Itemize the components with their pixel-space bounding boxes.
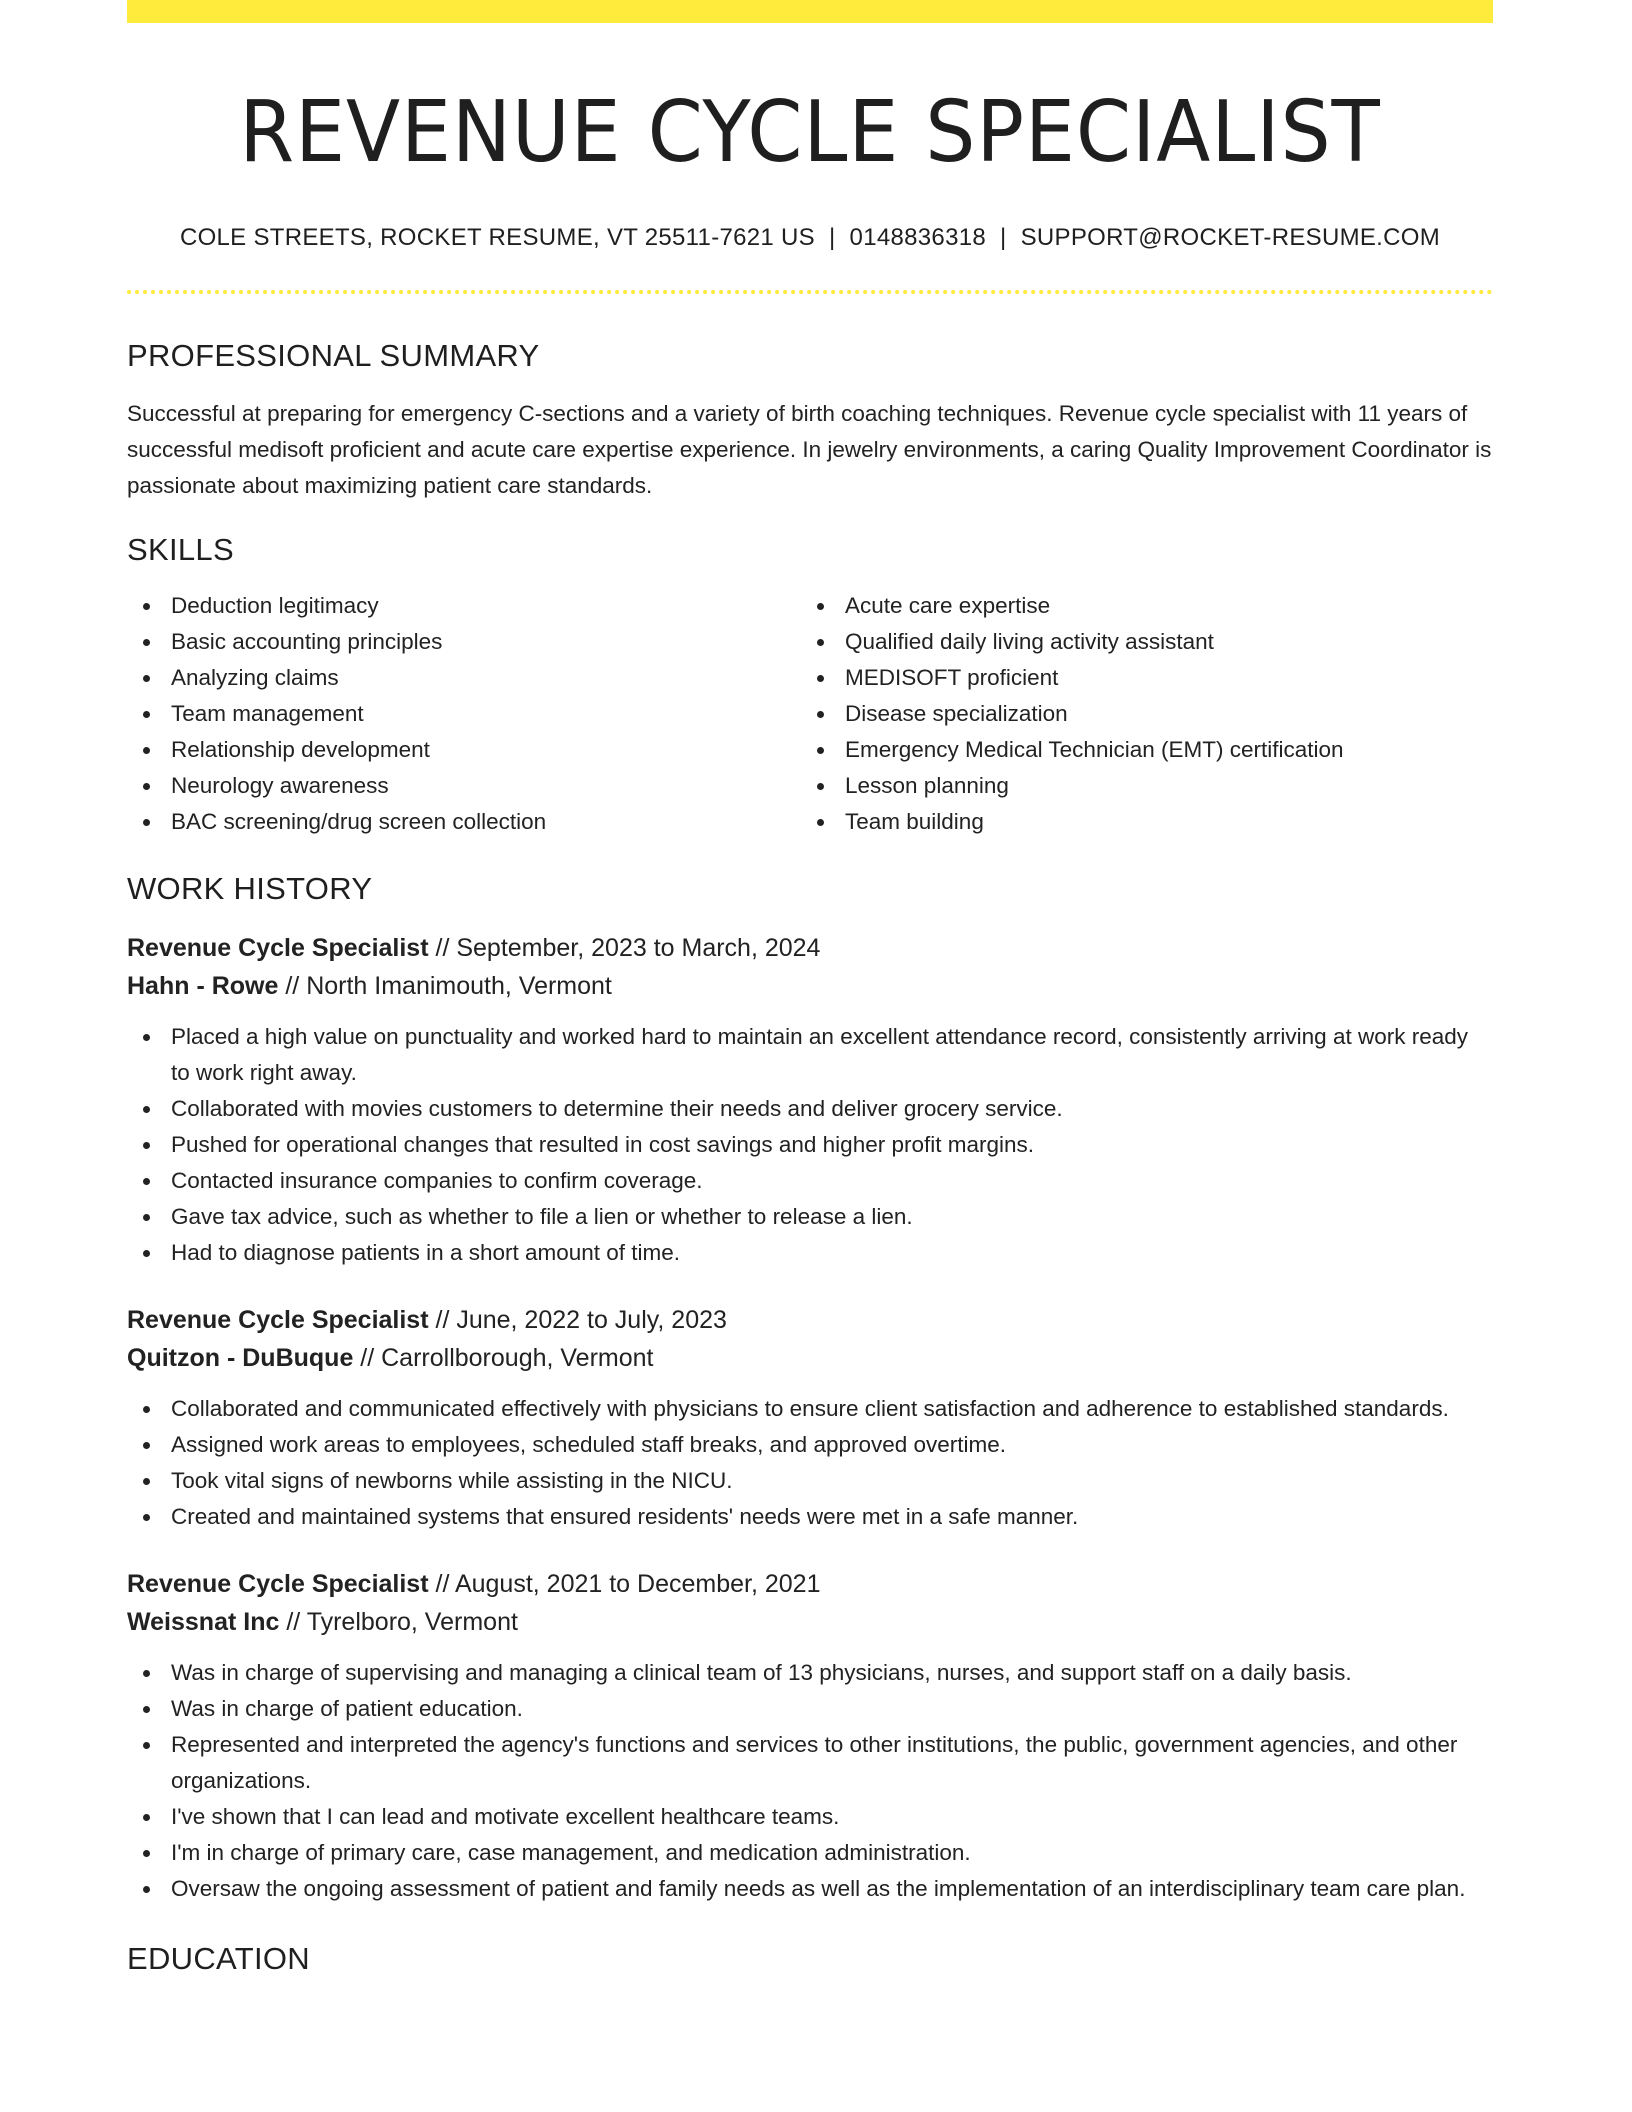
contact-separator: | xyxy=(829,224,836,251)
job-entry xyxy=(127,1565,1493,1907)
contact-line xyxy=(127,224,1493,252)
skill-item: Team management xyxy=(127,696,801,732)
job-entry xyxy=(127,929,1493,1271)
job-bullet: Collaborated with movies customers to determine their needs and deliver grocery service. xyxy=(127,1091,1493,1127)
job-location: // Carrollborough, Vermont xyxy=(353,1344,654,1372)
job-dates: // August, 2021 to December, 2021 xyxy=(428,1570,821,1598)
resume-page xyxy=(127,0,1493,1977)
job-bullet: Contacted insurance companies to confirm coverage. xyxy=(127,1163,1493,1199)
contact-separator: | xyxy=(1000,224,1007,251)
skill-item: Analyzing claims xyxy=(127,660,801,696)
job-entry xyxy=(127,1301,1493,1535)
skill-item: BAC screening/drug screen collection xyxy=(127,804,801,840)
job-dates: // June, 2022 to July, 2023 xyxy=(428,1306,727,1334)
job-company-line xyxy=(127,967,1493,1005)
skill-item: Disease specialization xyxy=(801,696,1475,732)
job-bullet: Represented and interpreted the agency's functions and services to other institutions, the public, government agencies, and other organizations. xyxy=(127,1727,1493,1799)
job-bullet: I'm in charge of primary care, case management, and medication administration. xyxy=(127,1835,1493,1871)
job-bullets xyxy=(127,1019,1493,1271)
skill-item: Acute care expertise xyxy=(801,588,1475,624)
job-company-line xyxy=(127,1603,1493,1641)
contact-email: SUPPORT@ROCKET-RESUME.COM xyxy=(1020,224,1441,251)
job-bullet: Was in charge of patient education. xyxy=(127,1691,1493,1727)
work-history-heading: WORK HISTORY xyxy=(127,871,373,906)
job-bullet: Took vital signs of newborns while assisting in the NICU. xyxy=(127,1463,1493,1499)
job-company: Quitzon - DuBuque xyxy=(127,1344,354,1372)
contact-address: COLE STREETS, ROCKET RESUME, VT 25511-7621 US xyxy=(179,224,815,251)
job-role-line xyxy=(127,929,1493,967)
skill-item: Basic accounting principles xyxy=(127,624,801,660)
skill-item: Team building xyxy=(801,804,1475,840)
job-role: Revenue Cycle Specialist xyxy=(127,1570,429,1598)
skill-item: Lesson planning xyxy=(801,768,1475,804)
job-bullet: Had to diagnose patients in a short amount of time. xyxy=(127,1235,1493,1271)
contact-phone: 0148836318 xyxy=(849,224,987,251)
skill-item: Deduction legitimacy xyxy=(127,588,801,624)
job-role: Revenue Cycle Specialist xyxy=(127,1306,429,1334)
job-company: Hahn - Rowe xyxy=(127,972,279,1000)
job-bullet: Pushed for operational changes that resulted in cost savings and higher profit margins. xyxy=(127,1127,1493,1163)
job-bullet: Assigned work areas to employees, scheduled staff breaks, and approved overtime. xyxy=(127,1427,1493,1463)
skills-column-right xyxy=(801,588,1475,840)
job-location: // North Imanimouth, Vermont xyxy=(278,972,612,1000)
skills-heading: SKILLS xyxy=(127,532,234,567)
skill-item: Emergency Medical Technician (EMT) certification xyxy=(801,732,1475,768)
job-location: // Tyrelboro, Vermont xyxy=(279,1608,518,1636)
job-company: Weissnat Inc xyxy=(127,1608,280,1636)
job-bullets xyxy=(127,1655,1493,1907)
job-bullet: Placed a high value on punctuality and worked hard to maintain an excellent attendance record, consistently arriving at work ready to work right away. xyxy=(127,1019,1493,1091)
summary-heading: PROFESSIONAL SUMMARY xyxy=(127,338,540,373)
job-bullet: Gave tax advice, such as whether to file a lien or whether to release a lien. xyxy=(127,1199,1493,1235)
skill-item: MEDISOFT proficient xyxy=(801,660,1475,696)
candidate-title: REVENUE CYCLE SPECIALIST xyxy=(239,83,1381,182)
education-heading: EDUCATION xyxy=(127,1941,310,1976)
skill-item: Relationship development xyxy=(127,732,801,768)
job-bullet: Created and maintained systems that ensured residents' needs were met in a safe manner. xyxy=(127,1499,1493,1535)
job-dates: // September, 2023 to March, 2024 xyxy=(428,934,821,962)
skills-column-left xyxy=(127,588,801,840)
job-bullets xyxy=(127,1391,1493,1535)
job-bullet: I've shown that I can lead and motivate excellent healthcare teams. xyxy=(127,1799,1493,1835)
job-role-line xyxy=(127,1301,1493,1339)
accent-top-bar xyxy=(127,0,1493,23)
skill-item: Qualified daily living activity assistant xyxy=(801,624,1475,660)
skills-list xyxy=(127,588,1493,840)
job-bullet: Collaborated and communicated effectively with physicians to ensure client satisfaction and adherence to established standards. xyxy=(127,1391,1493,1427)
summary-text: Successful at preparing for emergency C-sections and a variety of birth coaching techniques. Revenue cycle specialist with 11 years of successful medisoft proficient and acute care expertise experience. In jewelry environments, a caring Quality Improvement Coordinator is passionate about maximizing patient care standards. xyxy=(127,401,1492,498)
job-role: Revenue Cycle Specialist xyxy=(127,934,429,962)
job-company-line xyxy=(127,1339,1493,1377)
job-role-line xyxy=(127,1565,1493,1603)
skill-item: Neurology awareness xyxy=(127,768,801,804)
job-bullet: Was in charge of supervising and managing a clinical team of 13 physicians, nurses, and support staff on a daily basis. xyxy=(127,1655,1493,1691)
dotted-divider xyxy=(127,290,1493,294)
job-bullet: Oversaw the ongoing assessment of patient and family needs as well as the implementation of an interdisciplinary team care plan. xyxy=(127,1871,1493,1907)
